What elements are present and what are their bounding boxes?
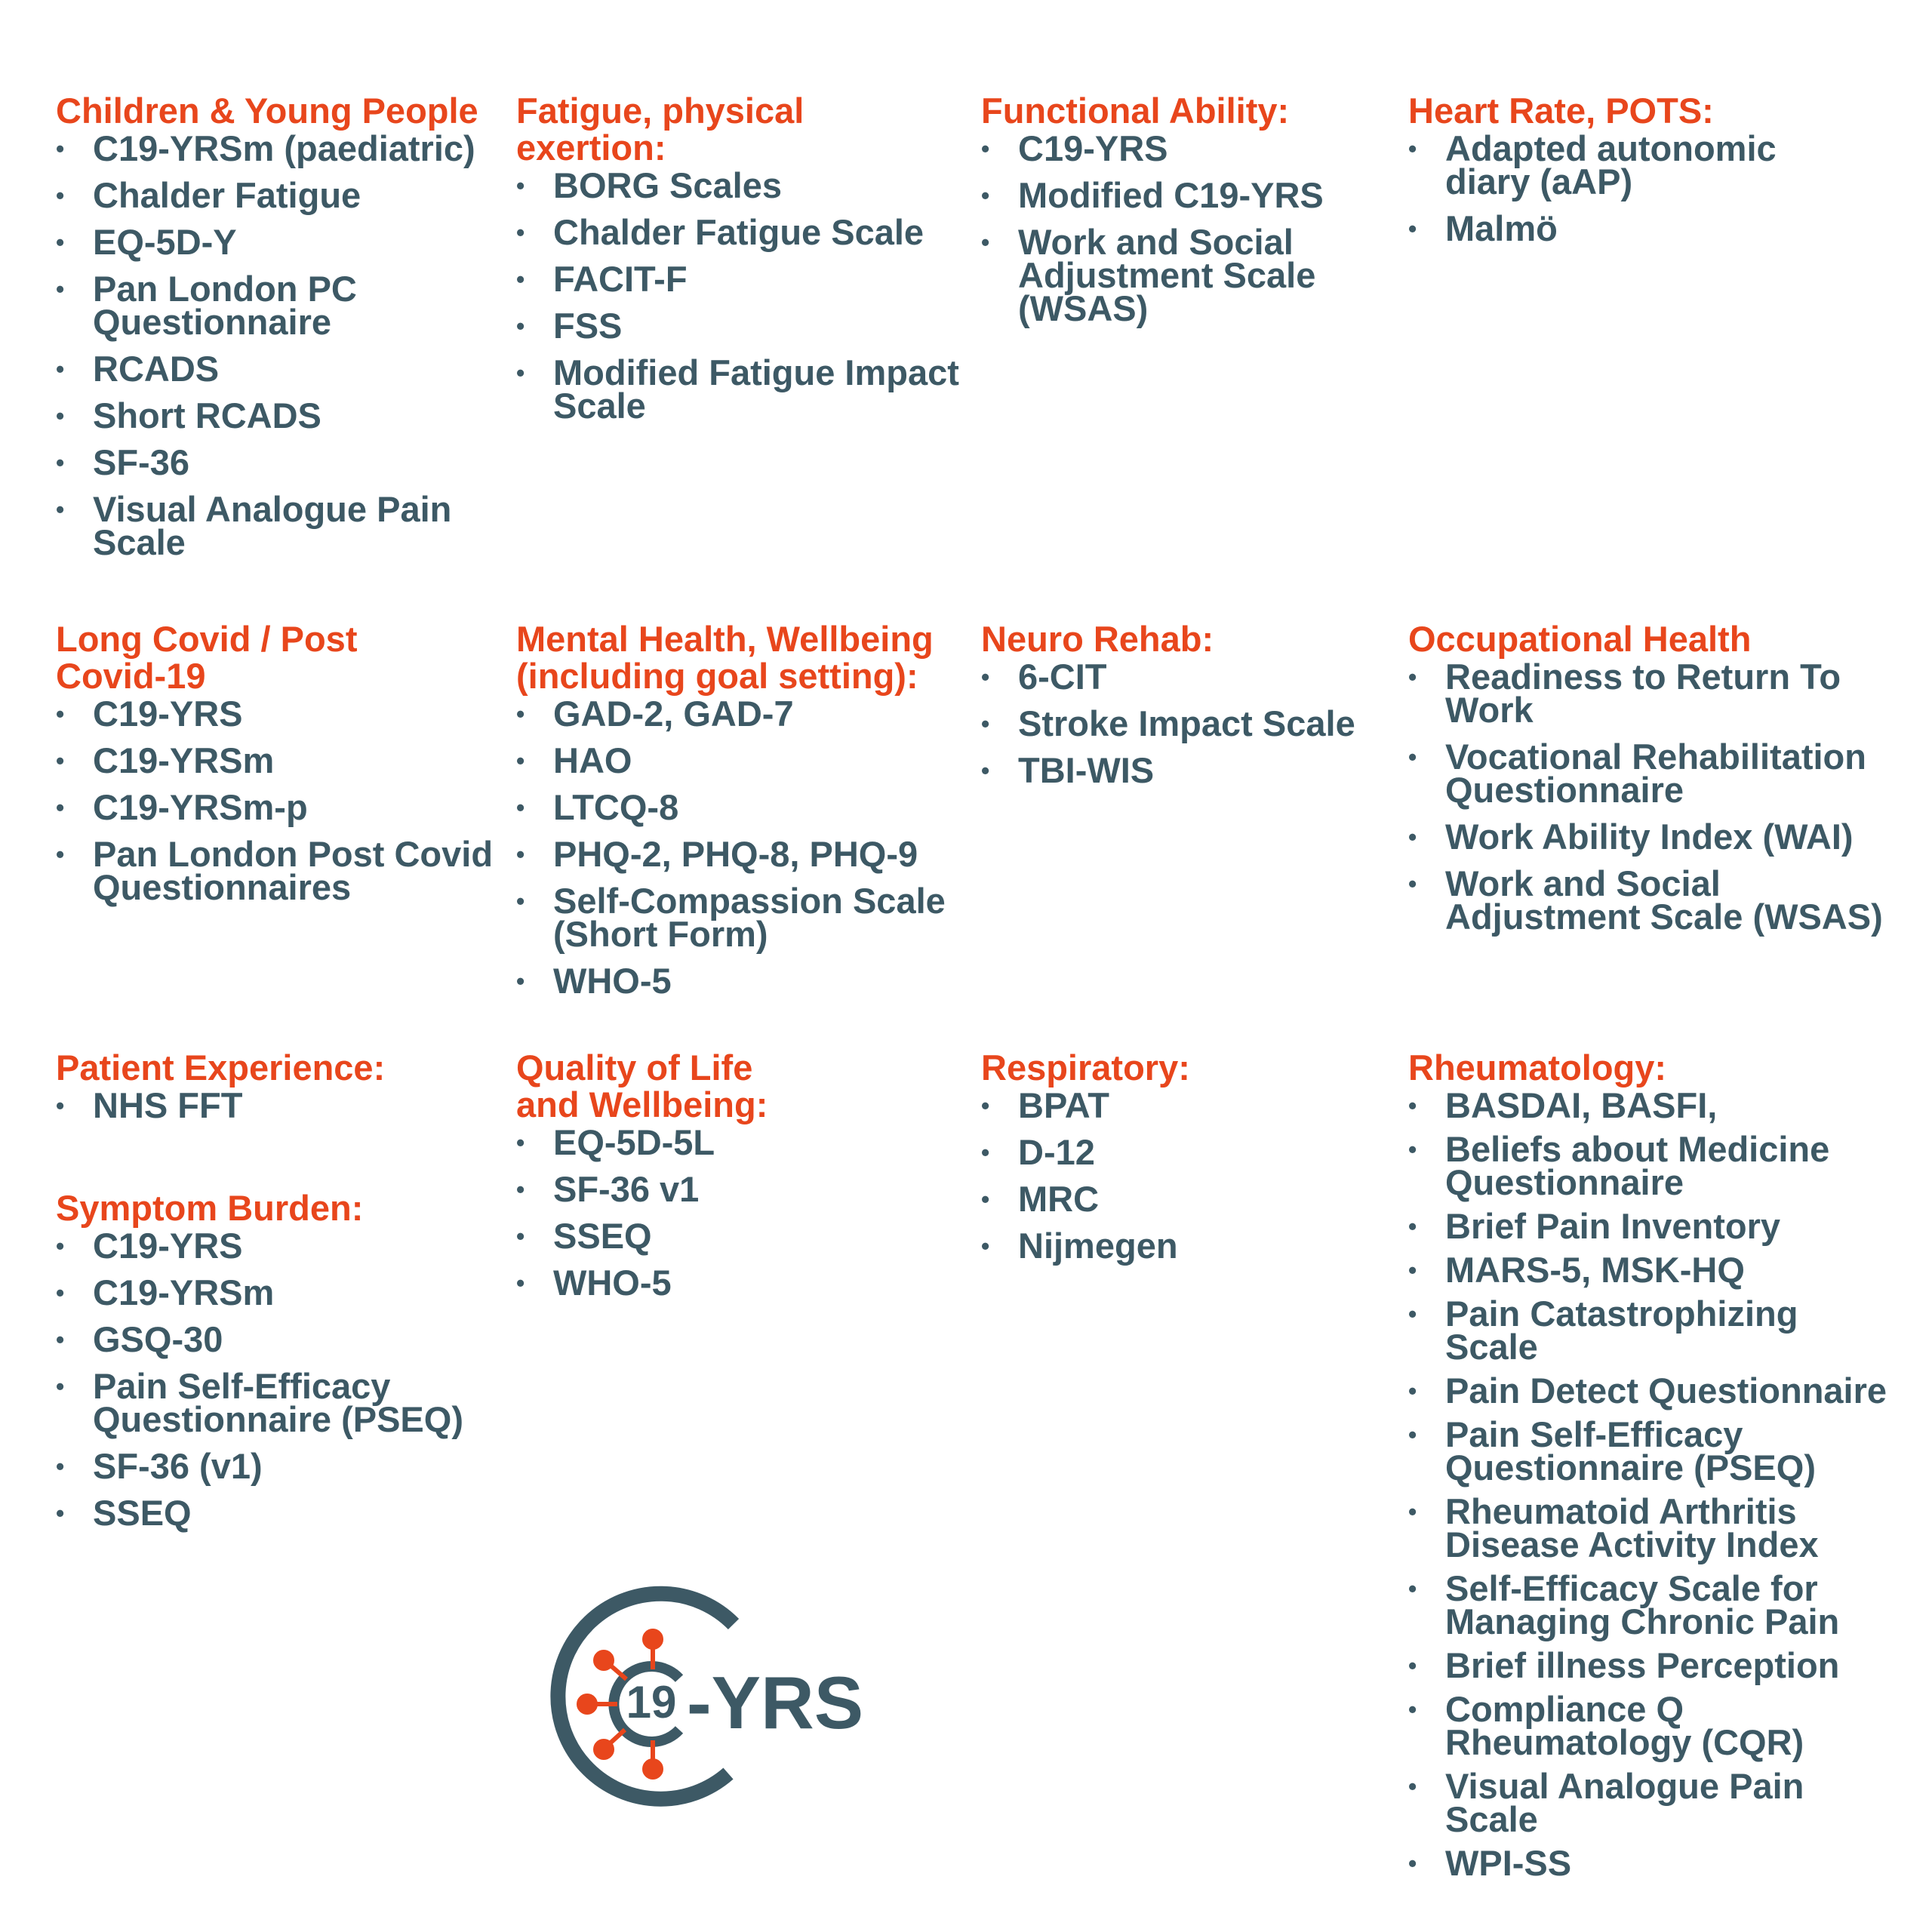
list-item: • SF-36 (v1): [56, 1450, 494, 1483]
logo-graphic: [528, 1585, 864, 1834]
list-item: • BASDAI, BASFI,: [1408, 1089, 1914, 1122]
list-item: • SF-36: [56, 446, 494, 479]
list-item: • Pain Self-Efficacy Questionnaire (PSEQ): [56, 1370, 494, 1436]
list-item: • D-12: [981, 1136, 1374, 1169]
logo-suffix: -YRS: [687, 1661, 864, 1744]
section-occupational: [1408, 620, 1906, 947]
list-item: • WPI-SS: [1408, 1847, 1914, 1880]
list-item: • Self-Compassion Scale (Short Form): [516, 884, 969, 951]
section-respiratory: [981, 1049, 1374, 1276]
section-quality-of-life: [516, 1049, 909, 1313]
section-title: Children & Young People: [56, 91, 478, 131]
section-symptom-burden: [56, 1189, 494, 1543]
logo-number: 19: [626, 1677, 677, 1727]
section-patient-experience: [56, 1049, 494, 1136]
list-item: • SSEQ: [516, 1220, 909, 1253]
list-item: • Pain Detect Questionnaire: [1408, 1374, 1914, 1407]
section-title: Rheumatology:: [1408, 1048, 1667, 1088]
list-item: • Modified C19-YRS: [981, 179, 1374, 212]
list-item: • C19-YRSm-p: [56, 791, 478, 824]
list-item: • Nijmegen: [981, 1229, 1374, 1263]
section-heart: [1408, 92, 1831, 259]
list-item: • Short RCADS: [56, 399, 494, 432]
list-item: • Visual Analogue Pain Scale: [56, 493, 515, 559]
list-item: • Adapted autonomic diary (aAP): [1408, 132, 1838, 198]
list-item: • C19-YRSm: [56, 1276, 494, 1309]
section-title: Respiratory:: [981, 1048, 1190, 1088]
section-title: Quality of Life and Wellbeing:: [516, 1048, 768, 1124]
list-item: • Work and Social Adjustment Scale (WSAS): [981, 226, 1374, 325]
list-item: • Brief Pain Inventory: [1408, 1210, 1914, 1243]
list-item: • SSEQ: [56, 1497, 494, 1530]
section-neuro-rehab: [981, 620, 1404, 801]
section-rheumatology: [1408, 1048, 1914, 1883]
list-item: • C19-YRS: [981, 132, 1374, 165]
list-item: • Chalder Fatigue Scale: [516, 216, 969, 249]
list-item: • WHO-5: [516, 964, 969, 998]
list-item: • Vocational Rehabilitation Questionnaire: [1408, 740, 1913, 807]
list-item: • 6-CIT: [981, 660, 1404, 694]
list-item: • BORG Scales: [516, 169, 969, 202]
list-item: • FACIT-F: [516, 263, 969, 296]
list-item: • C19-YRS: [56, 697, 478, 731]
list-item: • GSQ-30: [56, 1323, 494, 1356]
section-title: Functional Ability:: [981, 91, 1290, 131]
list-item: • Compliance Q Rheumatology (CQR): [1408, 1693, 1868, 1759]
section-children: [56, 92, 494, 573]
section-fatigue: [516, 92, 969, 436]
list-item: • HAO: [516, 744, 969, 777]
list-item: • C19-YRSm: [56, 744, 478, 777]
list-item: • C19-YRS: [56, 1229, 494, 1263]
list-item: • Pain Catastrophizing Scale: [1408, 1297, 1868, 1364]
list-item: • BPAT: [981, 1089, 1374, 1122]
list-item: • Work and Social Adjustment Scale (WSAS): [1408, 867, 1906, 934]
list-item: • Visual Analogue Pain Scale: [1408, 1770, 1868, 1836]
section-title: Patient Experience:: [56, 1048, 386, 1088]
list-item: • NHS FFT: [56, 1089, 494, 1122]
list-item: • Pan London PC Questionnaire: [56, 272, 417, 339]
section-title: Neuro Rehab:: [981, 619, 1214, 659]
list-item: • WHO-5: [516, 1266, 909, 1300]
list-item: • Readiness to Return To Work: [1408, 660, 1868, 727]
section-long-covid: [56, 619, 494, 918]
list-item: • PHQ-2, PHQ-8, PHQ-9: [516, 838, 969, 871]
c19-yrs-logo: [528, 1585, 864, 1838]
list-item: • Self-Efficacy Scale for Managing Chronic Pain: [1408, 1572, 1898, 1638]
section-mental-health: [516, 620, 969, 1011]
list-item: • C19-YRSm (paediatric): [56, 132, 494, 165]
list-item: • MARS-5, MSK-HQ: [1408, 1254, 1914, 1287]
list-item: • Chalder Fatigue: [56, 179, 494, 212]
section-title: Long Covid / Post Covid-19: [56, 619, 358, 696]
list-item: • Brief illness Perception: [1408, 1649, 1914, 1682]
list-item: • Stroke Impact Scale: [981, 707, 1404, 740]
list-item: • MRC: [981, 1183, 1374, 1216]
list-item: • EQ-5D-5L: [516, 1126, 909, 1159]
section-title: Occupational Health: [1408, 619, 1752, 659]
list-item: • Rheumatoid Arthritis Disease Activity Index: [1408, 1495, 1868, 1561]
section-title: Symptom Burden:: [56, 1188, 364, 1228]
list-item: • LTCQ-8: [516, 791, 969, 824]
section-title: Heart Rate, POTS:: [1408, 91, 1714, 131]
list-item: • SF-36 v1: [516, 1173, 909, 1206]
section-functional: [981, 92, 1374, 339]
list-item: • Malmö: [1408, 212, 1831, 245]
list-item: • Pain Self-Efficacy Questionnaire (PSEQ): [1408, 1418, 1868, 1484]
list-item: • Beliefs about Medicine Questionnaire: [1408, 1133, 1898, 1199]
list-item: • GAD-2, GAD-7: [516, 697, 969, 731]
list-item: • RCADS: [56, 352, 494, 386]
section-title: Fatigue, physical exertion:: [516, 91, 804, 168]
section-title: Mental Health, Wellbeing (including goal setting):: [516, 619, 934, 696]
list-item: • Pan London Post Covid Questionnaires: [56, 838, 515, 904]
list-item: • Modified Fatigue Impact Scale: [516, 356, 969, 423]
list-item: • EQ-5D-Y: [56, 226, 494, 259]
list-item: • FSS: [516, 309, 969, 343]
list-item: • Work Ability Index (WAI): [1408, 820, 1906, 854]
list-item: • TBI-WIS: [981, 754, 1404, 787]
